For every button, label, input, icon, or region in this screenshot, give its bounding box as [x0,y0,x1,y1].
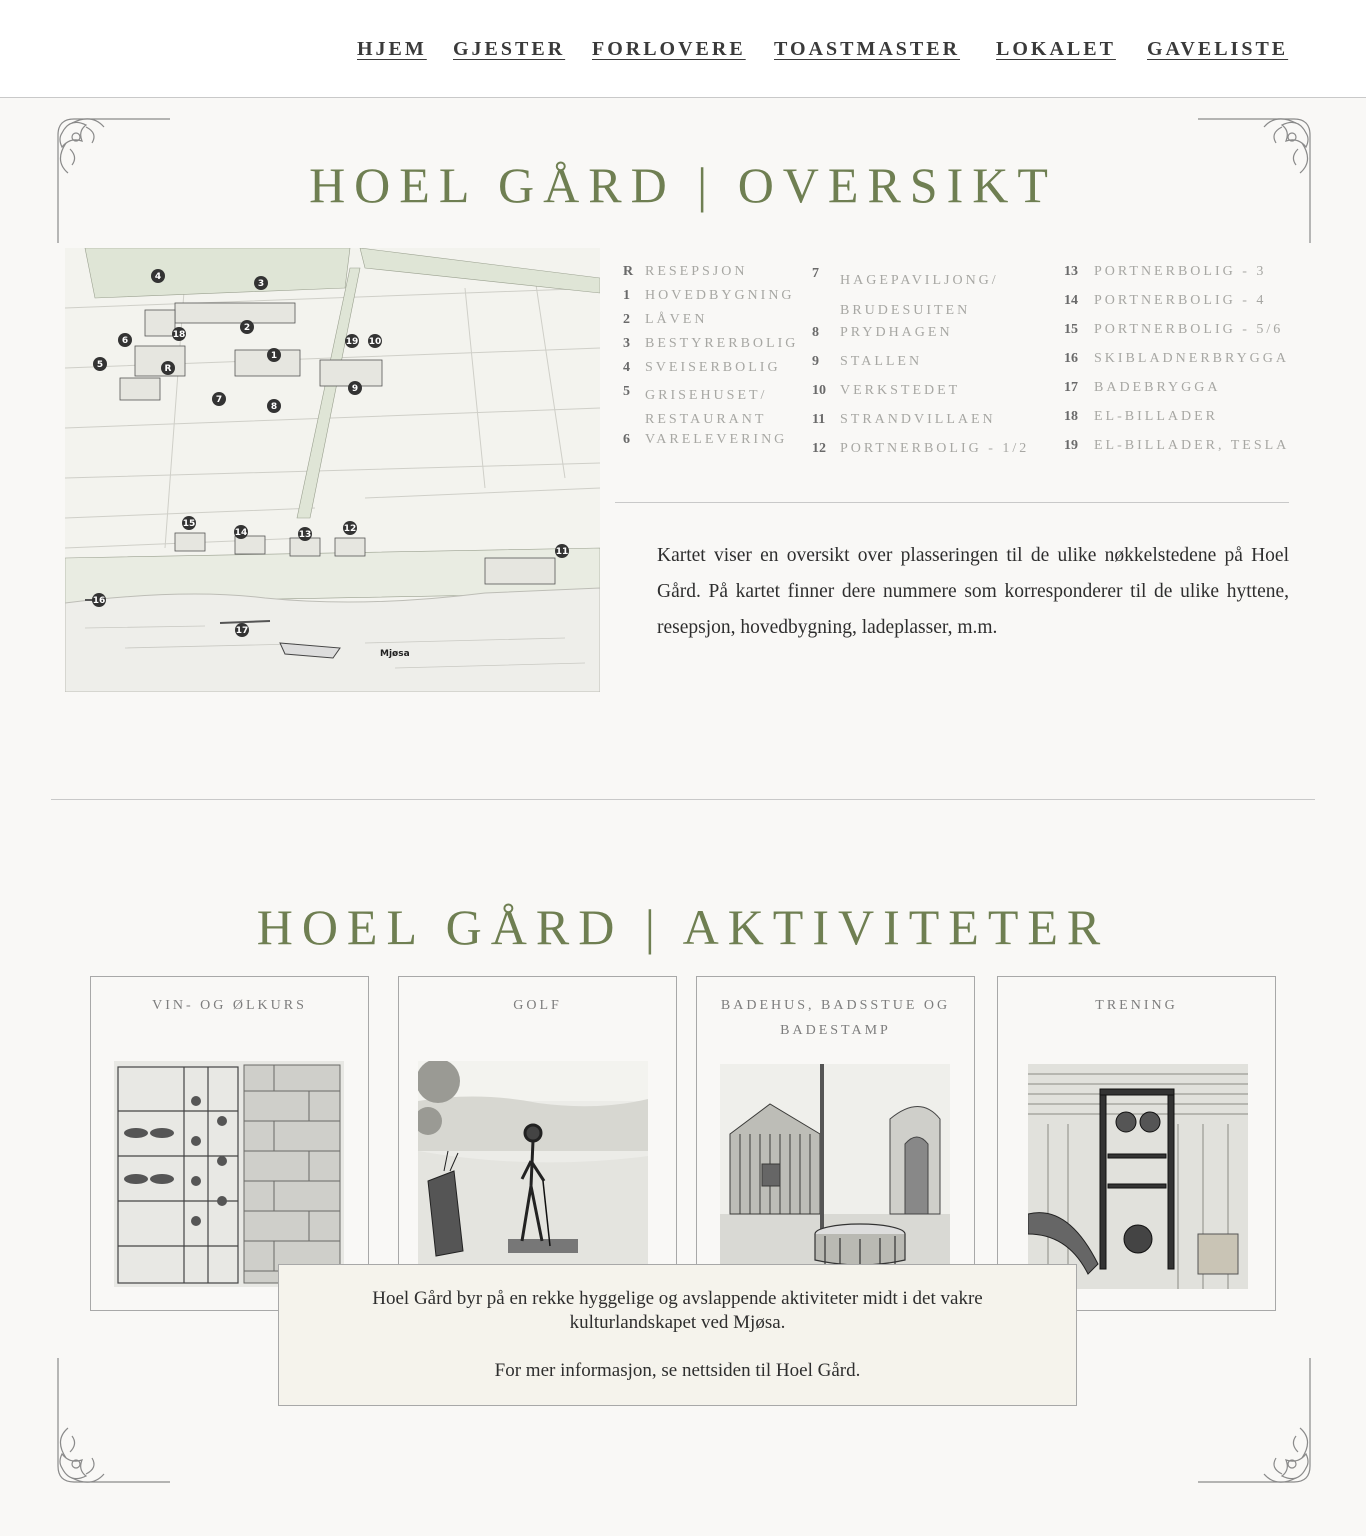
section-divider [51,799,1315,800]
legend-item [812,354,1042,383]
nav-link-gjester[interactable]: GJESTER [453,38,566,60]
legend-column-3 [1064,264,1294,467]
svg-text:8: 8 [270,402,278,412]
legend-label: PORTNERBOLIG - 3 [1094,264,1267,279]
legend-label: EL-BILLADER [1094,409,1218,424]
activity-card-bathhouse[interactable] [696,976,975,1311]
legend-number: 10 [812,383,826,398]
legend-label: RESEPSJON [645,264,748,279]
activity-card-golf[interactable] [398,976,677,1311]
ornament-corner-bottom-left-icon [52,1358,172,1488]
svg-text:16: 16 [92,596,106,606]
legend-number: 11 [812,412,826,427]
legend-item [1064,293,1294,322]
legend-number: 5 [623,384,630,399]
nav-link-gaveliste[interactable]: GAVELISTE [1147,38,1289,60]
svg-text:7: 7 [215,395,223,405]
ornament-corner-bottom-right-icon [1196,1358,1316,1488]
svg-text:13: 13 [298,530,312,540]
bathhouse-sketch-icon [720,1064,950,1264]
legend-label: STALLEN [840,354,923,369]
farm-overview-map [65,248,600,692]
nav-link-toastmaster[interactable]: TOASTMASTER [774,38,961,60]
activity-card-wine[interactable] [90,976,369,1311]
svg-text:10: 10 [368,337,382,347]
legend-label: BESTYRERBOLIG [645,336,799,351]
nav-link-lokalet[interactable]: LOKALET [996,38,1116,60]
overview-title: HOEL GÅRD | OVERSIKT [309,157,1057,213]
activity-card-title: GOLF [513,998,562,1013]
legend-number: 3 [623,336,630,351]
legend-number: 6 [623,432,630,447]
legend-number: 19 [1064,438,1078,453]
legend-label: BADEBRYGGA [1094,380,1221,395]
legend-label: PORTNERBOLIG - 1/2 [840,441,1030,456]
legend-item [1064,409,1294,438]
legend-item [623,264,803,288]
legend-label: LÅVEN [645,312,708,327]
legend-item [1064,380,1294,409]
svg-text:1: 1 [270,351,278,361]
legend-number: 18 [1064,409,1078,424]
legend-number: 16 [1064,351,1078,366]
legend-item [1064,322,1294,351]
legend-number: 12 [812,441,826,456]
legend-label: HAGEPAVILJONG/ BRUDESUITEN [840,273,999,318]
svg-text:14: 14 [234,528,248,538]
legend-item [1064,264,1294,293]
legend-item [812,441,1042,470]
legend-item [812,266,1042,325]
legend-number: 15 [1064,322,1078,337]
activity-card-title: TRENING [1095,998,1178,1013]
nav-link-forlovere[interactable]: FORLOVERE [592,38,746,60]
activities-info-box [278,1264,1077,1406]
svg-text:17: 17 [235,626,249,636]
svg-text:18: 18 [172,330,186,340]
legend-item [623,432,803,456]
svg-text:3: 3 [257,279,265,289]
legend-number: 17 [1064,380,1078,395]
legend-label: HOVEDBYGNING [645,288,795,303]
legend-label: GRISEHUSET/ RESTAURANT [645,388,768,427]
activities-info-text: Hoel Gård byr på en rekke hyggelige og avslappende aktiviteter midt i det vakre kulturlandskapet ved Mjøsa. [372,1288,983,1333]
svg-text:4: 4 [154,272,162,282]
activity-card-title: BADEHUS, BADSSTUE OG BADESTAMP [720,998,951,1038]
legend-item [1064,351,1294,380]
svg-text:R: R [164,364,172,374]
svg-text:12: 12 [343,524,357,534]
legend-number: 1 [623,288,630,303]
legend-item [623,336,803,360]
legend-item [623,384,803,432]
legend-number: 9 [812,354,819,369]
legend-number: 14 [1064,293,1078,308]
legend-divider [615,502,1289,503]
map-water-label: Mjøsa [380,649,410,659]
farm-map-sketch-icon [65,248,600,692]
legend-item [812,325,1042,354]
legend-label: PORTNERBOLIG - 5/6 [1094,322,1284,337]
legend-item [623,288,803,312]
legend-item [812,383,1042,412]
legend-item [1064,438,1294,467]
legend-item [623,360,803,384]
legend-label: PRYDHAGEN [840,325,953,340]
legend-label: SVEISERBOLIG [645,360,781,375]
legend-label: PORTNERBOLIG - 4 [1094,293,1267,308]
svg-text:19: 19 [345,337,359,347]
legend-number: 8 [812,325,819,340]
legend-number: R [623,264,634,279]
activity-card-title: VIN- OG ØLKURS [152,998,307,1013]
svg-text:11: 11 [555,547,569,557]
legend-label: STRANDVILLAEN [840,412,996,427]
svg-text:9: 9 [351,384,359,394]
main-nav [0,38,1366,68]
legend-number: 7 [812,266,819,281]
legend-column-1 [623,264,803,456]
map-description: Kartet viser en oversikt over plasseringen til de ulike nøkkelstedene på Hoel Gård. På kartet finner dere nummere som korresponderer til de ulike hyttene, resepsjon, hovedbygning, ladeplasser, m.m. [657,545,1289,638]
svg-text:15: 15 [182,519,196,529]
activities-info-more: For mer informasjon, se nettsiden til Hoel Gård. [494,1360,861,1381]
nav-link-hjem[interactable]: HJEM [357,38,427,60]
legend-label: EL-BILLADER, TESLA [1094,438,1290,453]
svg-text:2: 2 [243,323,251,333]
svg-text:6: 6 [121,336,129,346]
legend-label: SKIBLADNERBRYGGA [1094,351,1290,366]
legend-label: VERKSTEDET [840,383,961,398]
activities-title: HOEL GÅRD | AKTIVITETER [256,899,1110,955]
legend-number: 13 [1064,264,1078,279]
activity-card-training[interactable] [997,976,1276,1311]
legend-column-2 [812,266,1042,470]
wine-cellar-sketch-icon [114,1061,344,1287]
golfer-sketch-icon [418,1061,648,1266]
gym-sketch-icon [1028,1064,1248,1289]
svg-text:5: 5 [96,360,104,370]
legend-item [812,412,1042,441]
legend-number: 4 [623,360,630,375]
legend-item [623,312,803,336]
legend-label: VARELEVERING [645,432,788,447]
legend-number: 2 [623,312,630,327]
top-navigation-bar [0,0,1366,98]
